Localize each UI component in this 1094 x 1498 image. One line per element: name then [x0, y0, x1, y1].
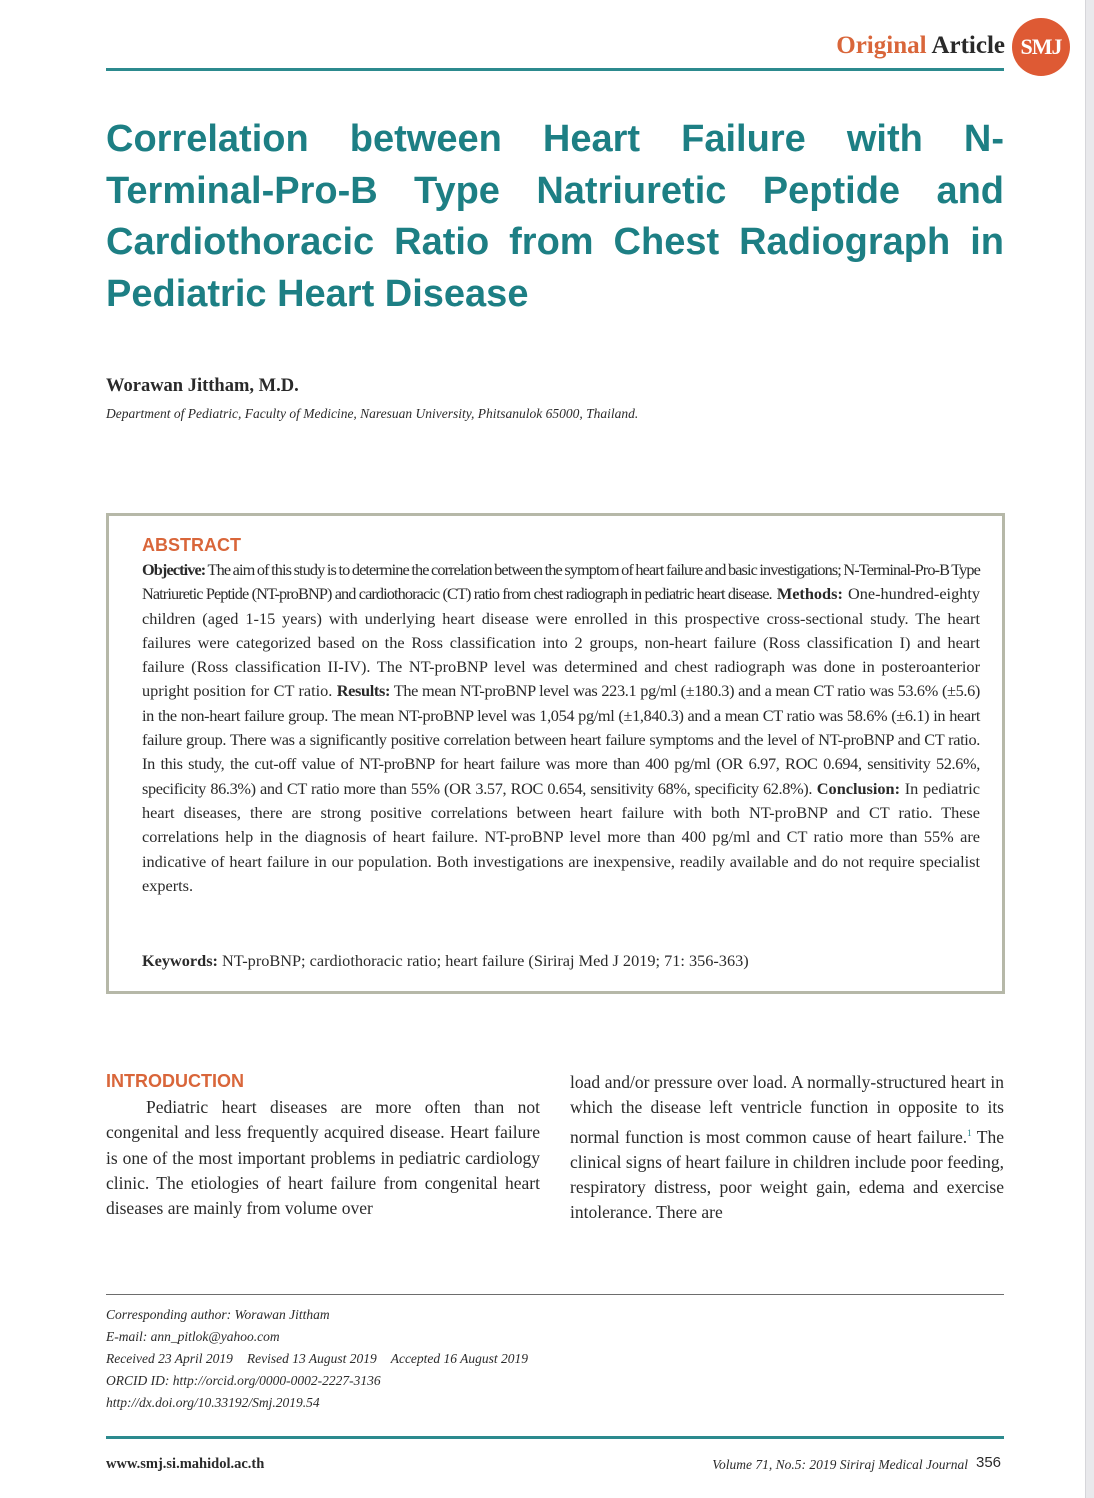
submission-dates [106, 1348, 528, 1370]
objective-text: The aim of this study is to determine the correlation between the symptom of heart failure and basic investigations; N-Terminal-Pro-B Type Natriuretic Peptide (NT-proBNP) and cardiothoracic (CT) ratio from chest radiograph in pediatric heart disease. [142, 560, 980, 604]
page-number: 356 [976, 1454, 1002, 1471]
results-label: Results: [336, 681, 391, 701]
article-type-label [700, 30, 1005, 62]
article-type-original: Original [836, 32, 927, 59]
introduction-right-column [570, 1070, 1004, 1226]
introduction-left-column: Pediatric heart diseases are more often than not congenital and less frequently acquired disease. Heart failure is one of the most important problems in pediatric cardiology clinic. The etiologies of heart failure from congenital heart diseases are mainly from volume over [106, 1097, 540, 1219]
reference-link[interactable]: 1 [967, 1127, 972, 1138]
author-email[interactable]: E-mail: ann_pitlok@yahoo.com [106, 1329, 280, 1344]
methods-label: Methods: [776, 584, 843, 604]
header-rule [106, 68, 1004, 71]
footnote-rule [106, 1294, 1004, 1295]
footer-rule [106, 1436, 1004, 1439]
revised-date: Revised 13 August 2019 [246, 1351, 377, 1366]
abstract-heading: ABSTRACT [142, 535, 241, 555]
page-edge [1085, 0, 1094, 1498]
doi-link[interactable]: http://dx.doi.org/10.33192/Smj.2019.54 [106, 1395, 320, 1410]
accepted-date: Accepted 16 August 2019 [390, 1351, 529, 1366]
author-affiliation: Department of Pediatric, Faculty of Medicine, Naresuan University, Phitsanulok 65000, Thailand. [106, 406, 639, 421]
keywords-text: NT-proBNP; cardiothoracic ratio; heart failure (Siriraj Med J 2019; 71: 356-363) [222, 951, 749, 970]
footnotes [106, 1304, 528, 1414]
abstract-keywords [142, 949, 980, 973]
author-name: Worawan Jittham, M.D. [106, 376, 299, 396]
article-type-article: Article [931, 32, 1005, 59]
introduction-heading: INTRODUCTION [106, 1071, 244, 1091]
keywords-label: Keywords: [142, 951, 218, 970]
intro-right-text-1: load and/or pressure over load. A normally-structured heart in which the disease left ventricle function in opposite to its normal function is most common cause of heart failure. [570, 1072, 1004, 1147]
methods-text: One-hundred-eighty children (aged 1-15 years) with underlying heart disease were enrolled in this prospective cross-sectional study. The heart failures were categorized based on the Ross classification into 2 groups, non-heart failure (Ross classification I) and heart failure (Ross classification II-IV). The NT-proBNP level was determined and chest radiograph was done in posteroanterior upright position for CT ratio. [142, 584, 981, 701]
objective-label: Objective: [142, 560, 206, 579]
received-date: Received 23 April 2019 [106, 1351, 233, 1366]
intro-right-text-2: The clinical signs of heart failure in children include poor feeding, respiratory distress, poor weight gain, edema and exercise intolerance. There are [570, 1126, 1004, 1223]
journal-citation: Volume 71, No.5: 2019 Siriraj Medical Journal [712, 1457, 968, 1472]
corresponding-author: Corresponding author: Worawan Jittham [106, 1307, 330, 1322]
abstract-box [106, 513, 1005, 994]
conclusion-text: In pediatric heart diseases, there are strong positive correlations between heart failure with both NT-proBNP and CT ratio. These correlations help in the diagnosis of heart failure. NT-proBNP level more than 400 pg/ml and CT ratio more than 55% are indicative of heart failure in our population. Both investigations are inexpensive, readily available and do not require specialist experts. [142, 778, 980, 895]
journal-website-link[interactable]: www.smj.si.mahidol.ac.th [106, 1456, 265, 1472]
orcid-link[interactable]: ORCID ID: http://orcid.org/0000-0002-2227-3136 [106, 1373, 381, 1388]
conclusion-label: Conclusion: [816, 778, 901, 798]
smj-logo: SMJ [1012, 18, 1070, 76]
abstract-body [142, 558, 980, 898]
paper-title: Correlation between Heart Failure with N-Terminal-Pro-B Type Natriuretic Peptide and Cardiothoracic Ratio from Chest Radiograph in Pediatric Heart Disease [106, 118, 1004, 315]
results-text: The mean NT-proBNP level was 223.1 pg/ml (±180.3) and a mean CT ratio was 53.6% (±5.6) in the non-heart failure group. The mean NT-proBNP level was 1,054 pg/ml (±1,840.3) and a mean CT ratio was 58.6% (±6.1) in heart failure group. There was a significantly positive correlation between heart failure symptoms and the level of NT-proBNP and CT ratio. In this study, the cut-off value of NT-proBNP for heart failure was more than 400 pg/ml (OR 6.97, ROC 0.694, sensitivity 52.6%, specificity 86.3%) and CT ratio more than 55% (OR 3.57, ROC 0.654, sensitivity 68%, specificity 62.8%). [142, 681, 980, 798]
